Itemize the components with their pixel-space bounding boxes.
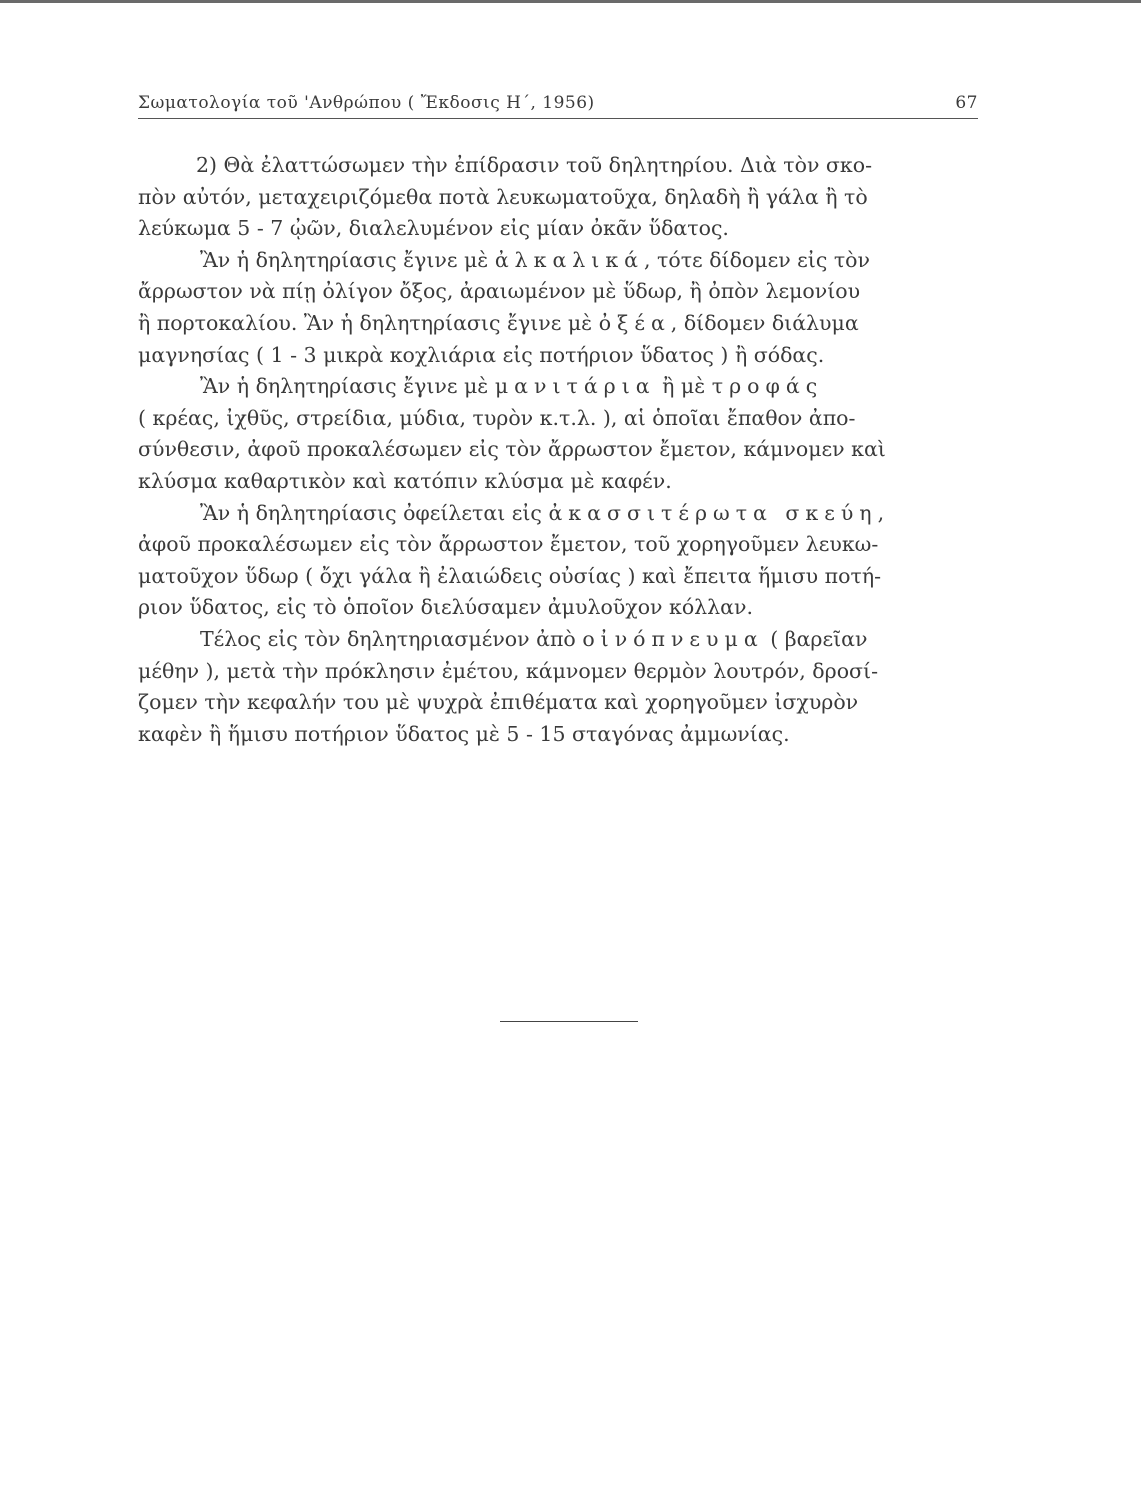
spaced-term: ἀλκαλικά [494,247,644,272]
text-fragment: Ἂν ἡ δηλητηρίασις ἔγινε μὲ [200,374,489,399]
text-fragment: Τέλος εἰς τὸν δηλητηριασμένον ἀπὸ [200,626,576,651]
body-text [138,150,983,750]
page-number: 67 [955,93,978,113]
text-line: σύνθεσιν, ἀφοῦ προκαλέσωμεν εἰς τὸν ἄρρωστον ἔμετον, κάμνομεν καὶ [138,437,886,462]
text-line [138,624,983,656]
text-fragment: , τότε δίδομεν εἰς τὸν [644,247,870,272]
running-title: Σωματολογία τοῦ 'Ανθρώπου ( Ἔκδοσις Η΄, 1956) [138,93,595,113]
spaced-term: ἀκασσιτέρωτα σκεύη [548,500,878,525]
text-line: μέθην ), μετὰ τὴν πρόκλησιν ἐμέτου, κάμνομεν θερμὸν λουτρόν, δροσί- [138,658,878,683]
text-line: ζομεν τὴν κεφαλήν του μὲ ψυχρὰ ἐπιθέματα καὶ χορηγοῦμεν ἰσχυρὸν [138,690,859,715]
text-fragment: ἢ μὲ [655,374,712,399]
running-header [138,88,978,119]
text-line: καφὲν ἢ ἥμισυ ποτήριον ὕδατος μὲ 5 - 15 σταγόνας ἀμμωνίας. [138,721,790,746]
scan-edge [0,0,1141,3]
text-line: 2) Θὰ ἐλαττώσωμεν τὴν ἐπίδρασιν τοῦ δηλητηρίου. Διὰ τὸν σκο- [196,153,872,177]
text-line: ματοῦχον ὕδωρ ( ὄχι γάλα ἢ ἐλαιώδεις οὐσίας ) καὶ ἔπειτα ἥμισυ ποτή- [138,563,882,588]
spaced-term: ὀξέα [598,310,671,335]
text-fragment: ( βαρεῖαν [763,626,868,651]
section-end-rule [500,1021,638,1022]
text-line: μαγνησίας ( 1 - 3 μικρὰ κοχλιάρια εἰς ποτήριον ὕδατος ) ἢ σόδας. [138,342,825,367]
text-line: λεύκωμα 5 - 7 ᾠῶν, διαλελυμένον εἰς μίαν ὀκᾶν ὕδατος. [138,216,729,241]
text-fragment: Ἂν ἡ δηλητηρίασις ὀφείλεται εἰς [200,500,542,525]
text-line: πὸν αὐτόν, μεταχειριζόμεθα ποτὰ λευκωματοῦχα, δηλαδὴ ἢ γάλα ἢ τὸ [138,184,868,209]
text-line: ριον ὕδατος, εἰς τὸ ὁποῖον διελύσαμεν ἀμυλοῦχον κόλλαν. [138,595,753,620]
spaced-term: οἰνόπνευμα [582,626,764,651]
text-line: ( κρέας, ἰχθῦς, στρείδια, μύδια, τυρὸν κ.τ.λ. ), αἱ ὁποῖαι ἔπαθον ἀπο- [138,405,856,430]
text-line [138,245,983,277]
spaced-term: μανιτάρια [494,374,656,399]
text-fragment: Ἂν ἡ δηλητηρίασις ἔγινε μὲ [200,247,489,272]
spaced-term: τροφάς [711,374,824,399]
text-fragment: , δίδομεν διάλυμα [670,310,859,335]
text-fragment: ἢ πορτοκαλίου. Ἂν ἡ δηλητηρίασις ἔγινε μὲ [138,310,593,335]
text-line [138,498,983,530]
text-line: ἀφοῦ προκαλέσωμεν εἰς τὸν ἄρρωστον ἔμετον, τοῦ χορηγοῦμεν λευκω- [138,532,879,557]
text-line [138,371,983,403]
text-line [138,308,983,340]
text-fragment: , [877,500,885,525]
text-line: ἄρρωστον νὰ πίῃ ὀλίγον ὄξος, ἀραιωμένον μὲ ὕδωρ, ἢ ὀπὸν λεμονίου [138,279,861,304]
text-line: κλύσμα καθαρτικὸν καὶ κατόπιν κλύσμα μὲ καφέν. [138,468,672,493]
